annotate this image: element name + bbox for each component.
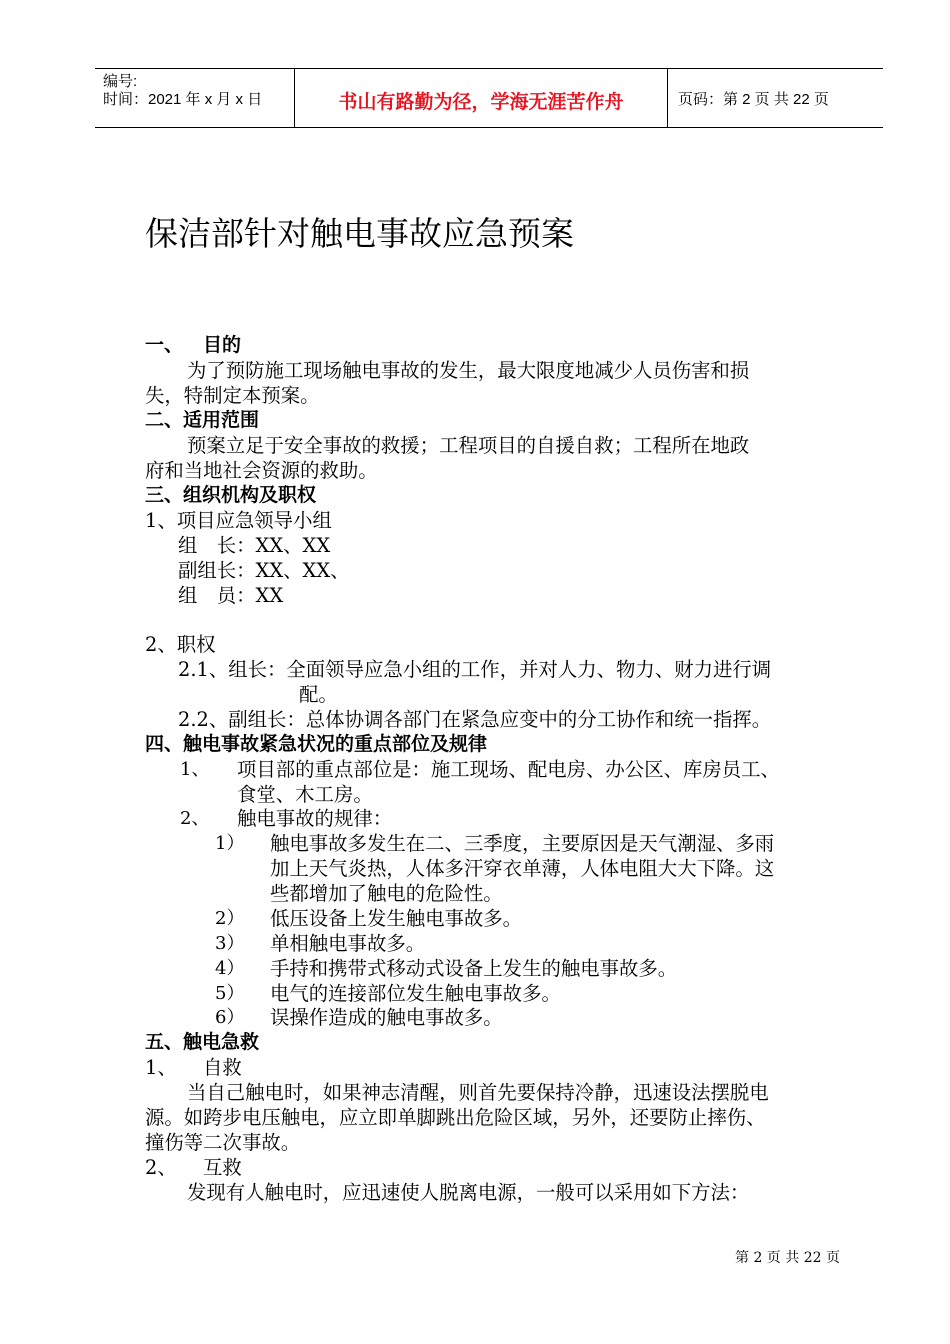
- self-rescue-line-1: 当自己触电时，如果神志清醒，则首先要保持冷静，迅速设法摆脱电: [187, 1081, 769, 1104]
- header-page-cell: [668, 69, 883, 127]
- self-rescue-line-3: 撞伤等二次事故。: [145, 1131, 301, 1154]
- section-1-heading: 目的: [203, 334, 242, 356]
- header-page-number: 页码：第 2 页 共 22 页: [678, 91, 829, 108]
- s4-item-1-line-2: 食堂、木工房。: [237, 783, 373, 806]
- rule-3-number: 3）: [215, 933, 245, 954]
- self-rescue-line-2: 源。如跨步电压触电，应立即单脚跳出危险区域，另外，还要防止摔伤、: [145, 1106, 766, 1129]
- rule-3-line-1: 单相触电事故多。: [270, 932, 426, 955]
- document-time-label: 时间：2021 年 x 月 x 日: [103, 91, 263, 108]
- self-rescue-number: 1、: [145, 1056, 177, 1079]
- header-motto: 书山有路勤为径，学海无涯苦作舟: [338, 91, 624, 113]
- duty-1-line-2: 配。: [299, 683, 338, 706]
- s4-item-1-line-1: 项目部的重点部位是：施工现场、配电房、办公区、库房员工、: [237, 758, 780, 781]
- section-2-line-2: 府和当地社会资源的救助。: [145, 459, 378, 482]
- header-meta-cell: [95, 69, 295, 127]
- document-title: 保洁部针对触电事故应急预案: [145, 214, 574, 253]
- mutual-rescue-line-1: 发现有人触电时，应迅速使人脱离电源，一般可以采用如下方法：: [187, 1181, 750, 1204]
- group-deputy: 副组长：XX、XX、: [178, 559, 350, 582]
- s4-item-2-number: 2、: [180, 808, 210, 829]
- section-2-line-1: 预案立足于安全事故的救援；工程项目的自援自救；工程所在地政: [187, 434, 750, 457]
- duty-2: 2.2、副组长：总体协调各部门在紧急应变中的分工协作和统一指挥。: [178, 708, 772, 731]
- s4-item-1-number: 1、: [180, 759, 210, 780]
- rule-2-number: 2）: [215, 908, 245, 929]
- s4-item-2-text: 触电事故的规律：: [237, 807, 393, 830]
- section-1-line-1: 为了预防施工现场触电事故的发生，最大限度地减少人员伤害和损: [187, 359, 750, 382]
- rule-5-line-1: 电气的连接部位发生触电事故多。: [270, 982, 561, 1005]
- mutual-rescue-number: 2、: [145, 1156, 177, 1179]
- group-leader: 组 长：XX、XX: [178, 534, 331, 557]
- section-4-heading: 四、触电事故紧急状况的重点部位及规律: [145, 733, 488, 755]
- duty-title: 2、职权: [145, 633, 216, 656]
- rule-1-line-2: 加上天气炎热，人体多汗穿衣单薄，人体电阻大大下降。这: [270, 857, 775, 880]
- rule-4-line-1: 手持和携带式移动式设备上发生的触电事故多。: [270, 957, 678, 980]
- rule-1-number: 1）: [215, 833, 245, 854]
- rule-1-line-1: 触电事故多发生在二、三季度，主要原因是天气潮湿、多雨: [270, 832, 775, 855]
- group-members: 组 员：XX: [178, 584, 284, 607]
- rule-4-number: 4）: [215, 958, 245, 979]
- page-footer: 第 2 页 共 22 页: [735, 1250, 840, 1266]
- rule-5-number: 5）: [215, 983, 245, 1004]
- section-1-line-2: 失，特制定本预案。: [145, 384, 320, 407]
- rule-1-line-3: 些都增加了触电的危险性。: [270, 882, 503, 905]
- section-5-heading: 五、触电急救: [145, 1031, 260, 1053]
- rule-2-line-1: 低压设备上发生触电事故多。: [270, 907, 523, 930]
- self-rescue-title: 自救: [203, 1056, 242, 1079]
- rule-6-line-1: 误操作造成的触电事故多。: [270, 1006, 503, 1029]
- page-header: [95, 68, 883, 128]
- section-1-number: 一、: [145, 334, 184, 356]
- document-id-label: 编号:: [103, 73, 138, 90]
- section-2-heading: 二、适用范围: [145, 409, 260, 431]
- duty-1-line-1: 2.1、组长：全面领导应急小组的工作，并对人力、物力、财力进行调: [178, 658, 772, 681]
- group-title: 1、项目应急领导小组: [145, 509, 332, 532]
- mutual-rescue-title: 互救: [203, 1156, 242, 1179]
- section-3-heading: 三、组织机构及职权: [145, 484, 317, 506]
- rule-6-number: 6）: [215, 1007, 245, 1028]
- header-motto-cell: [295, 69, 668, 127]
